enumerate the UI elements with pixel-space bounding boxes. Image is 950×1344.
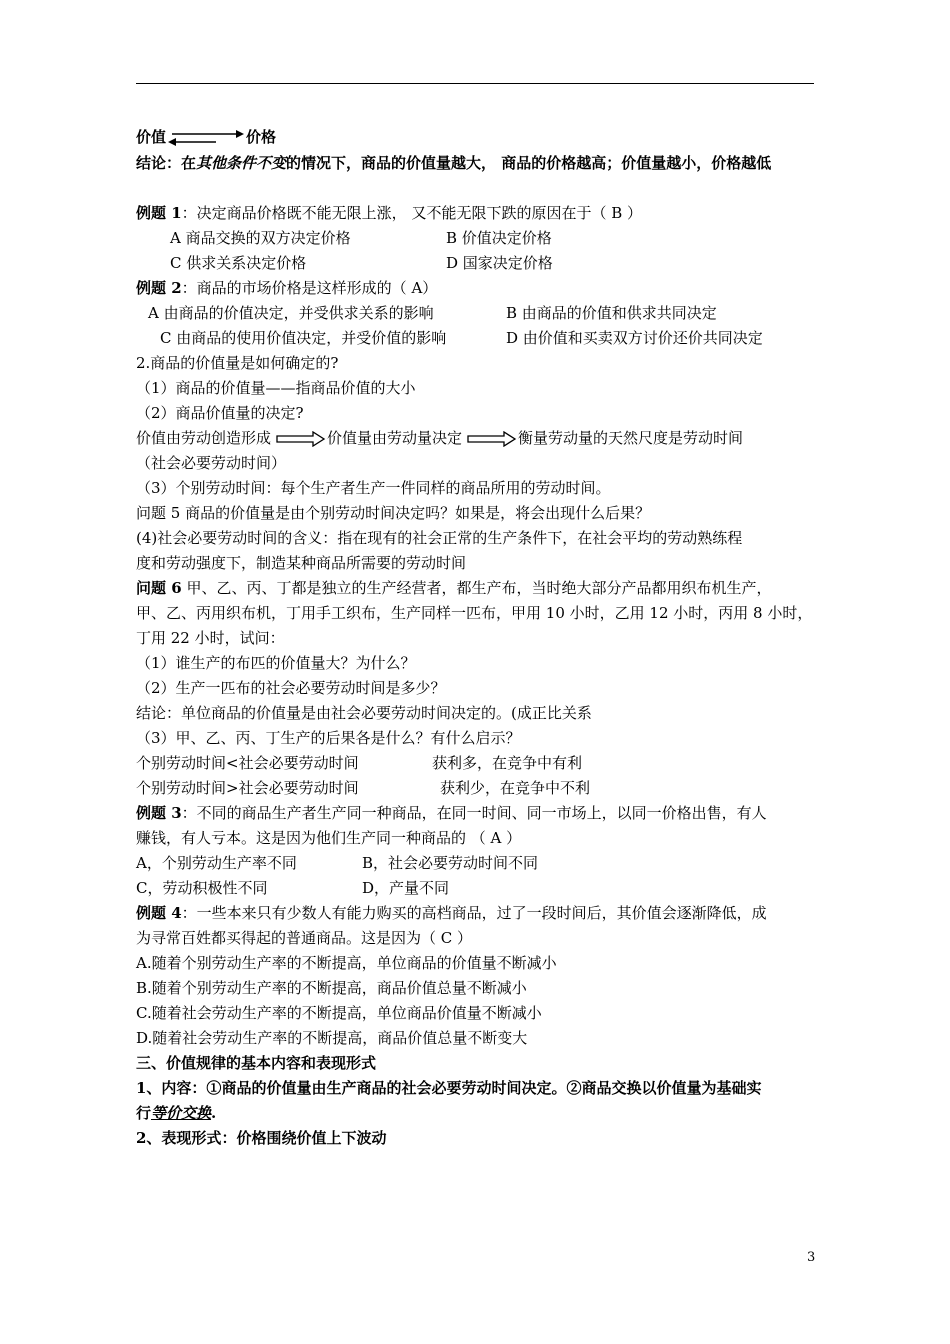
example-2-option-b: B 由商品的价值和供求共同决定 (506, 304, 717, 322)
section-3-form: 2、表现形式：价格围绕价值上下波动 (136, 1129, 387, 1147)
section-2-point-1: （1）商品的价值量——指商品价值的大小 (136, 379, 416, 397)
question-6-line-3: 丁用 22 小时，试问： (136, 629, 285, 647)
hollow-arrow-icon (271, 431, 327, 447)
header-rule (136, 83, 814, 84)
example-1-option-d: D 国家决定价格 (446, 254, 553, 272)
question-6-sub-1: （1）谁生产的布匹的价值量大？为什么？ (136, 654, 416, 672)
section-2-point-3: （3）个别劳动时间：每个生产者生产一件同样的商品所用的劳动时间。 (136, 479, 611, 497)
example-2-option-d: D 由价值和买卖双方讨价还价共同决定 (506, 329, 763, 347)
conclusion-1: 结论：在其他条件不变的情况下，商品的价值量越大， 商品的价格越高；价值量越小，价格越低 (136, 154, 772, 172)
comparison-1-result: 获利多，在竞争中有利 (432, 754, 583, 772)
section-3-content-line-1: 1、内容：①商品的价值量由生产商品的社会必要劳动时间决定。②商品交换以价值量为基础实 (136, 1079, 762, 1097)
example-1-question: 例题 1：决定商品价格既不能无限上涨， 又不能无限下跌的原因在于（ B ） (136, 204, 643, 222)
example-3-option-b: B，社会必要劳动时间不同 (362, 854, 539, 872)
example-4-option-c: C.随着社会劳动生产率的不断提高，单位商品价值量不断减小 (136, 1004, 542, 1022)
example-1-option-c: C 供求关系决定价格 (170, 254, 307, 272)
example-1-option-a: A 商品交换的双方决定价格 (170, 229, 351, 247)
section-2-point-4-line-1: (4)社会必要劳动时间的含义：指在现有的社会正常的生产条件下，在社会平均的劳动熟练程 (136, 529, 743, 547)
double-arrow-icon (166, 128, 246, 148)
value-price-relation (136, 127, 276, 148)
section-2-title: 2.商品的价值量是如何确定的? (136, 354, 339, 372)
example-3-line-2: 赚钱，有人亏本。这是因为他们生产同一种商品的 （ A ） (136, 829, 522, 847)
example-3-option-c: C，劳动积极性不同 (136, 879, 268, 897)
example-4-option-d: D.随着社会劳动生产率的不断提高，商品价值总量不断变大 (136, 1029, 528, 1047)
section-3-content-line-2: 行等价交换. (136, 1104, 217, 1122)
price-label: 价格 (246, 128, 277, 146)
example-4-option-b: B.随着个别劳动生产率的不断提高，商品价值总量不断减小 (136, 979, 527, 997)
comparison-2-condition: 个别劳动时间>社会必要劳动时间 (136, 779, 359, 797)
comparison-1-condition: 个别劳动时间<社会必要劳动时间 (136, 754, 359, 772)
example-3-line-1: 例题 3：不同的商品生产者生产同一种商品，在同一时间、同一市场上，以同一价格出售，有人 (136, 804, 767, 822)
question-6-conclusion: 结论：单位商品的价值量是由社会必要劳动时间决定的。(成正比关系 (136, 704, 592, 722)
section-2-point-4-line-2: 度和劳动强度下，制造某种商品所需要的劳动时间 (136, 554, 467, 572)
example-2-option-a: A 由商品的价值决定，并受供求关系的影响 (148, 304, 434, 322)
comparison-2-result: 获利少，在竞争中不利 (440, 779, 591, 797)
example-4-option-a: A.随着个别劳动生产率的不断提高，单位商品的价值量不断减小 (136, 954, 557, 972)
value-flow: 价值由劳动创造形成 价值量由劳动量决定 衡量劳动量的天然尺度是劳动时间 (136, 429, 744, 447)
equal-exchange-term: 等价交换 (151, 1104, 212, 1122)
value-label: 价值 (136, 128, 167, 146)
question-6-sub-3: （3）甲、乙、丙、丁生产的后果各是什么？有什么启示？ (136, 729, 521, 747)
example-2-question: 例题 2：商品的市场价格是这样形成的（ A） (136, 279, 438, 297)
example-4-line-1: 例题 4：一些本来只有少数人有能力购买的高档商品，过了一段时间后，其价值会逐渐降低，成 (136, 904, 767, 922)
question-6-sub-2: （2）生产一匹布的社会必要劳动时间是多少？ (136, 679, 446, 697)
value-flow-note: （社会必要劳动时间） (136, 454, 287, 472)
example-3-option-d: D，产量不同 (362, 879, 450, 897)
section-2-point-2: （2）商品价值量的决定? (136, 404, 304, 422)
conclusion-emphasis: 其他条件不变 (196, 154, 287, 172)
hollow-arrow-icon (462, 431, 518, 447)
example-4-line-2: 为寻常百姓都买得起的普通商品。这是因为（ C ） (136, 929, 473, 947)
question-5: 问题 5 商品的价值量是由个别劳动时间决定吗？如果是，将会出现什么后果？ (136, 504, 651, 522)
example-2-option-c: C 由商品的使用价值决定，并受价值的影响 (160, 329, 447, 347)
example-1-option-b: B 价值决定价格 (446, 229, 552, 247)
question-6-line-2: 甲、乙、丙用织布机，丁用手工织布，生产同样一匹布，甲用 10 小时，乙用 12 小时，丙用 8 小时， (136, 604, 813, 622)
question-6-line-1: 问题 6 甲、乙、丙、丁都是独立的生产经营者，都生产布，当时绝大部分产品都用织布机生产， (136, 579, 772, 597)
section-3-title: 三、价值规律的基本内容和表现形式 (136, 1054, 377, 1072)
page-number: 3 (807, 1250, 816, 1265)
example-3-option-a: A，个别劳动生产率不同 (136, 854, 297, 872)
